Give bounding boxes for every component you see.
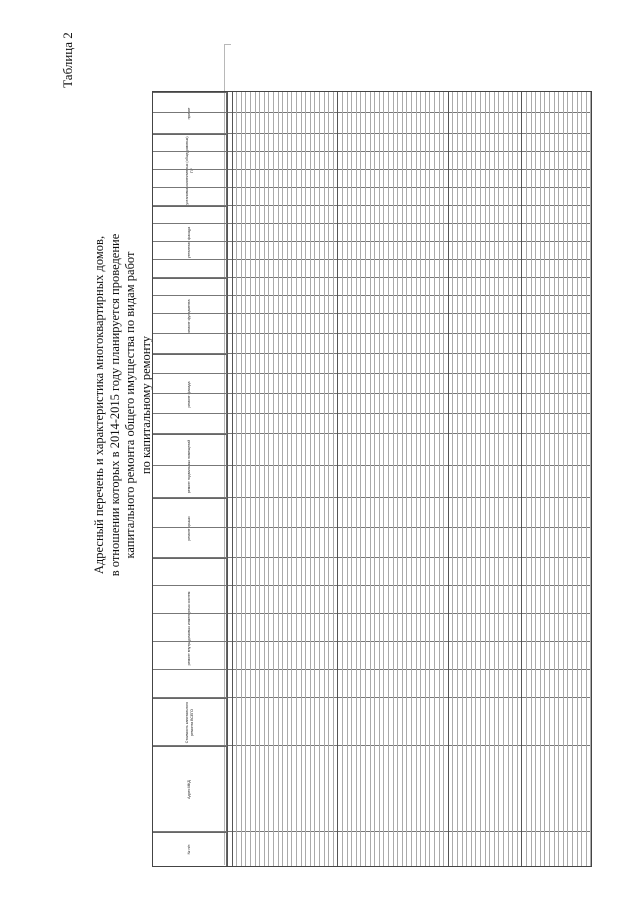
- table-row-divider: [356, 92, 357, 866]
- table-number-label: Таблица 2: [60, 32, 75, 88]
- table-row-divider: [429, 92, 430, 866]
- table-row-divider: [439, 92, 440, 866]
- table-row-divider: [512, 92, 513, 866]
- table-row-divider: [264, 92, 265, 866]
- table-row-divider: [245, 92, 246, 866]
- table-row-divider: [388, 92, 389, 866]
- table-row-divider: [480, 92, 481, 866]
- table-row-divider: [360, 92, 361, 866]
- table-row-divider: [531, 92, 532, 866]
- table-row-divider: [521, 92, 522, 866]
- table-row-divider: [324, 92, 325, 866]
- table-row-divider: [544, 92, 545, 866]
- table-row-divider: [255, 92, 256, 866]
- table-row-divider: [402, 92, 403, 866]
- table-row-divider: [577, 92, 578, 866]
- title-line: в отношении которых в 2014-2015 году планируется проведение: [107, 233, 122, 577]
- table-row-divider: [250, 92, 251, 866]
- table-header-engineering: ремонт внутридомовых инженерных систем: [153, 558, 227, 698]
- table-row-divider: [314, 92, 315, 866]
- table-row-divider: [287, 92, 288, 866]
- table-row-divider: [282, 92, 283, 866]
- table-row-divider: [268, 92, 269, 866]
- table-row-divider: [558, 92, 559, 866]
- table-row-divider: [337, 92, 338, 866]
- table-row-divider: [567, 92, 568, 866]
- table-row-divider: [351, 92, 352, 866]
- document-title: [92, 25, 154, 785]
- table-row-divider: [443, 92, 444, 866]
- table-row-divider: [374, 92, 375, 866]
- table-row-divider: [581, 92, 582, 866]
- table-row-divider: [319, 92, 320, 866]
- table-header-other: прочие: [153, 92, 227, 134]
- table-row-divider: [590, 92, 591, 866]
- table-row-divider: [498, 92, 499, 866]
- works-table: [152, 91, 592, 867]
- table-row-divider: [241, 92, 242, 866]
- table-row-divider: [296, 92, 297, 866]
- table-row-divider: [535, 92, 536, 866]
- table-row-divider: [554, 92, 555, 866]
- table-row-divider: [448, 92, 449, 866]
- table-row-divider: [549, 92, 550, 866]
- table-row-divider: [236, 92, 237, 866]
- table-row-divider: [397, 92, 398, 866]
- table-row-divider: [393, 92, 394, 866]
- table-row-divider: [370, 92, 371, 866]
- table-header-number: № п/п: [153, 832, 227, 866]
- table-row-divider: [489, 92, 490, 866]
- table-header-total-cost: Стоимость капитального ремонта ВСЕГО: [153, 698, 227, 746]
- table-row-divider: [305, 92, 306, 866]
- table-row-divider: [406, 92, 407, 866]
- table-header-meters: установка коллективных (общедомовых) ПУ: [153, 134, 227, 206]
- table-row-divider: [494, 92, 495, 866]
- table-row-divider: [278, 92, 279, 866]
- table-row-divider: [434, 92, 435, 866]
- table-row-divider: [563, 92, 564, 866]
- table-row-divider: [508, 92, 509, 866]
- title-line: капитального ремонта общего имущества по видам работ: [123, 251, 137, 559]
- table-row-divider: [379, 92, 380, 866]
- table-row-divider: [517, 92, 518, 866]
- table-row-divider: [310, 92, 311, 866]
- table-row-divider: [291, 92, 292, 866]
- table-row-divider: [273, 92, 274, 866]
- table-row-divider: [485, 92, 486, 866]
- table-header-facade: ремонт фасада: [153, 354, 227, 434]
- table-row-divider: [365, 92, 366, 866]
- table-header-roof: ремонт крыши: [153, 498, 227, 558]
- table-row-divider: [347, 92, 348, 866]
- table-row-divider: [586, 92, 587, 866]
- table-row-divider: [328, 92, 329, 866]
- table-row-divider: [452, 92, 453, 866]
- table-row-divider: [342, 92, 343, 866]
- table-row-divider: [471, 92, 472, 866]
- table-row-divider: [301, 92, 302, 866]
- table-row-divider: [425, 92, 426, 866]
- title-line: по капитальному ремонту: [138, 335, 153, 475]
- table-row-divider: [232, 92, 233, 866]
- table-row-divider: [540, 92, 541, 866]
- table-header-insulation: утепление фасада: [153, 206, 227, 278]
- table-row-divider: [259, 92, 260, 866]
- table-row-divider: [572, 92, 573, 866]
- table-row-divider: [475, 92, 476, 866]
- table-row-divider: [383, 92, 384, 866]
- table-header-foundation: ремонт фундамента: [153, 278, 227, 354]
- table-row-divider: [526, 92, 527, 866]
- table-row-divider: [457, 92, 458, 866]
- table-row-divider: [466, 92, 467, 866]
- table-header-address: Адрес МКД: [153, 746, 227, 832]
- table-row-divider: [333, 92, 334, 866]
- table-row-divider: [462, 92, 463, 866]
- title-line: Адресный перечень и характеристика многоквартирных домов,: [92, 235, 106, 575]
- table-header-basement: ремонт подвальных помещений: [153, 434, 227, 498]
- table-row-divider: [420, 92, 421, 866]
- table-row-divider: [411, 92, 412, 866]
- table-row-divider: [503, 92, 504, 866]
- table-row-divider: [416, 92, 417, 866]
- table-row-divider: [227, 92, 228, 866]
